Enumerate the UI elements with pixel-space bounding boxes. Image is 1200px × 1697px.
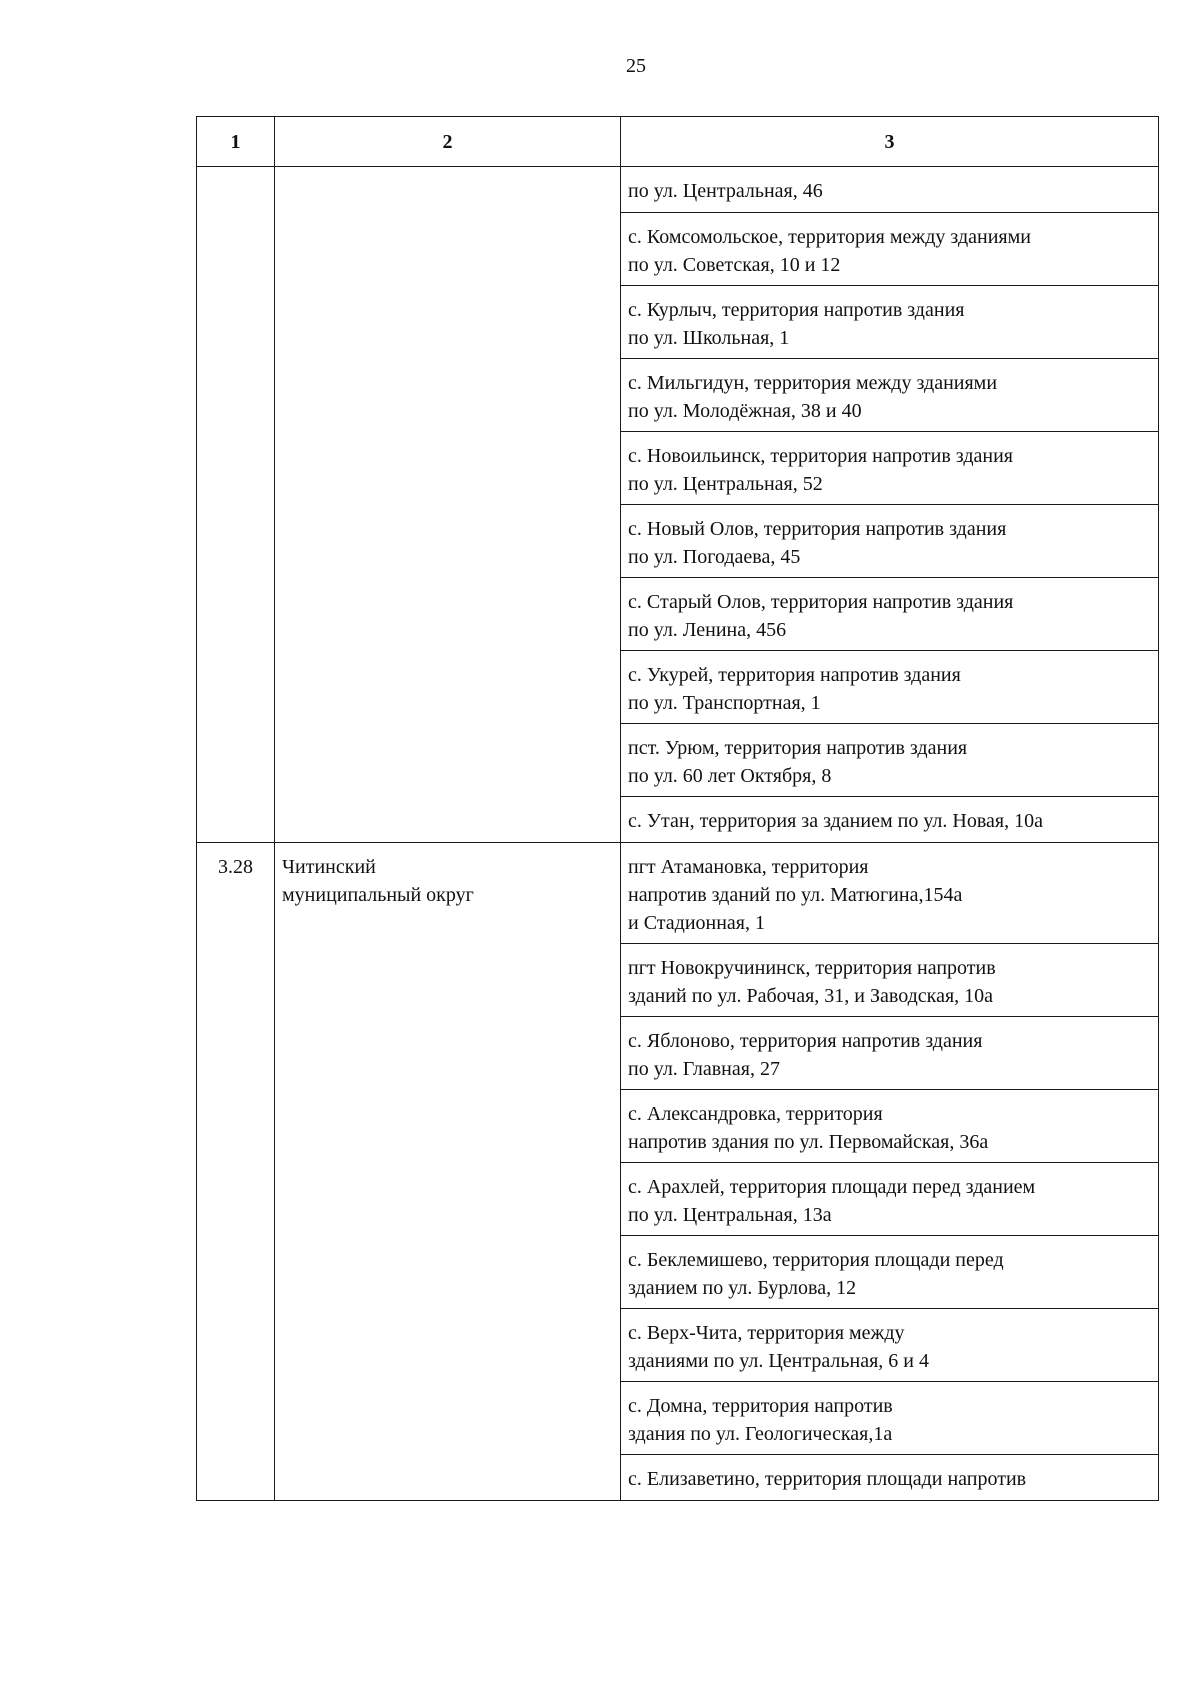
- table-row: [197, 843, 1159, 944]
- address-cell: [621, 286, 1159, 359]
- address-cell: [621, 843, 1159, 944]
- address-line: с. Мильгидун, территория между зданиями: [628, 372, 998, 394]
- address-cell: [621, 1090, 1159, 1163]
- address-line: с. Беклемишево, территория площади перед: [628, 1249, 1004, 1271]
- address-line: по ул. Школьная, 1: [628, 327, 790, 349]
- address-cell: [621, 651, 1159, 724]
- row-number-cell: [197, 167, 275, 843]
- address-line: с. Новый Олов, территория напротив здания: [628, 518, 1007, 540]
- row-number-cell: 3.28: [197, 843, 275, 1501]
- address-cell: [621, 944, 1159, 1017]
- address-line: по ул. Транспортная, 1: [628, 692, 821, 714]
- address-cell: [621, 724, 1159, 797]
- address-cell: [621, 1309, 1159, 1382]
- address-line: пгт Новокручининск, территория напротив: [628, 957, 996, 979]
- address-line: с. Елизаветино, территория площади напротив: [628, 1468, 1027, 1490]
- address-line: зданием по ул. Бурлова, 12: [628, 1277, 857, 1299]
- address-line: с. Яблоново, территория напротив здания: [628, 1030, 983, 1052]
- municipality-cell: [275, 167, 621, 843]
- address-line: с. Домна, территория напротив: [628, 1395, 893, 1417]
- address-cell: [621, 432, 1159, 505]
- address-line: напротив зданий по ул. Матюгина,154а: [628, 884, 963, 906]
- locations-table: [196, 116, 1159, 1501]
- address-line: пст. Урюм, территория напротив здания: [628, 737, 968, 759]
- address-line: по ул. Главная, 27: [628, 1058, 780, 1080]
- address-cell: [621, 1236, 1159, 1309]
- address-line: с. Арахлей, территория площади перед зданием: [628, 1176, 1036, 1198]
- table-row: [197, 167, 1159, 213]
- address-line: напротив здания по ул. Первомайская, 36а: [628, 1131, 989, 1153]
- page-number: 25: [626, 55, 646, 77]
- municipality-cell: [275, 843, 621, 1501]
- address-cell: [621, 1382, 1159, 1455]
- address-line: с. Курлыч, территория напротив здания: [628, 299, 965, 321]
- address-cell: [621, 578, 1159, 651]
- address-cell: [621, 1017, 1159, 1090]
- address-line: с. Новоильинск, территория напротив здания: [628, 445, 1013, 467]
- address-line: зданий по ул. Рабочая, 31, и Заводская, 10а: [628, 985, 994, 1007]
- table-header-row: [197, 117, 1159, 167]
- address-line: с. Утан, территория за зданием по ул. Новая, 10а: [628, 810, 1043, 832]
- header-col-2: 2: [275, 117, 621, 167]
- address-line: по ул. 60 лет Октября, 8: [628, 765, 832, 787]
- address-cell: [621, 797, 1159, 843]
- address-cell: [621, 167, 1159, 213]
- address-cell: [621, 505, 1159, 578]
- header-col-3: 3: [621, 117, 1159, 167]
- table-body: [197, 167, 1159, 1501]
- address-line: по ул. Ленина, 456: [628, 619, 787, 641]
- address-cell: [621, 359, 1159, 432]
- address-line: зданиями по ул. Центральная, 6 и 4: [628, 1350, 930, 1372]
- header-col-1: 1: [197, 117, 275, 167]
- address-line: по ул. Погодаева, 45: [628, 546, 801, 568]
- address-line: с. Александровка, территория: [628, 1103, 883, 1125]
- address-line: по ул. Молодёжная, 38 и 40: [628, 400, 862, 422]
- address-line: с. Комсомольское, территория между зданиями: [628, 226, 1031, 248]
- address-line: по ул. Советская, 10 и 12: [628, 254, 841, 276]
- address-line: по ул. Центральная, 52: [628, 473, 823, 495]
- address-cell: [621, 1455, 1159, 1501]
- address-line: по ул. Центральная, 46: [628, 180, 823, 202]
- address-cell: [621, 213, 1159, 286]
- address-line: и Стадионная, 1: [628, 912, 766, 934]
- address-line: по ул. Центральная, 13а: [628, 1204, 832, 1226]
- municipality-name-line: муниципальный округ: [282, 884, 474, 906]
- address-line: с. Старый Олов, территория напротив здания: [628, 591, 1014, 613]
- address-line: с. Укурей, территория напротив здания: [628, 664, 961, 686]
- address-line: с. Верх-Чита, территория между: [628, 1322, 905, 1344]
- municipality-name-line: Читинский: [282, 856, 376, 878]
- address-line: пгт Атамановка, территория: [628, 856, 869, 878]
- address-line: здания по ул. Геологическая,1а: [628, 1423, 893, 1445]
- address-cell: [621, 1163, 1159, 1236]
